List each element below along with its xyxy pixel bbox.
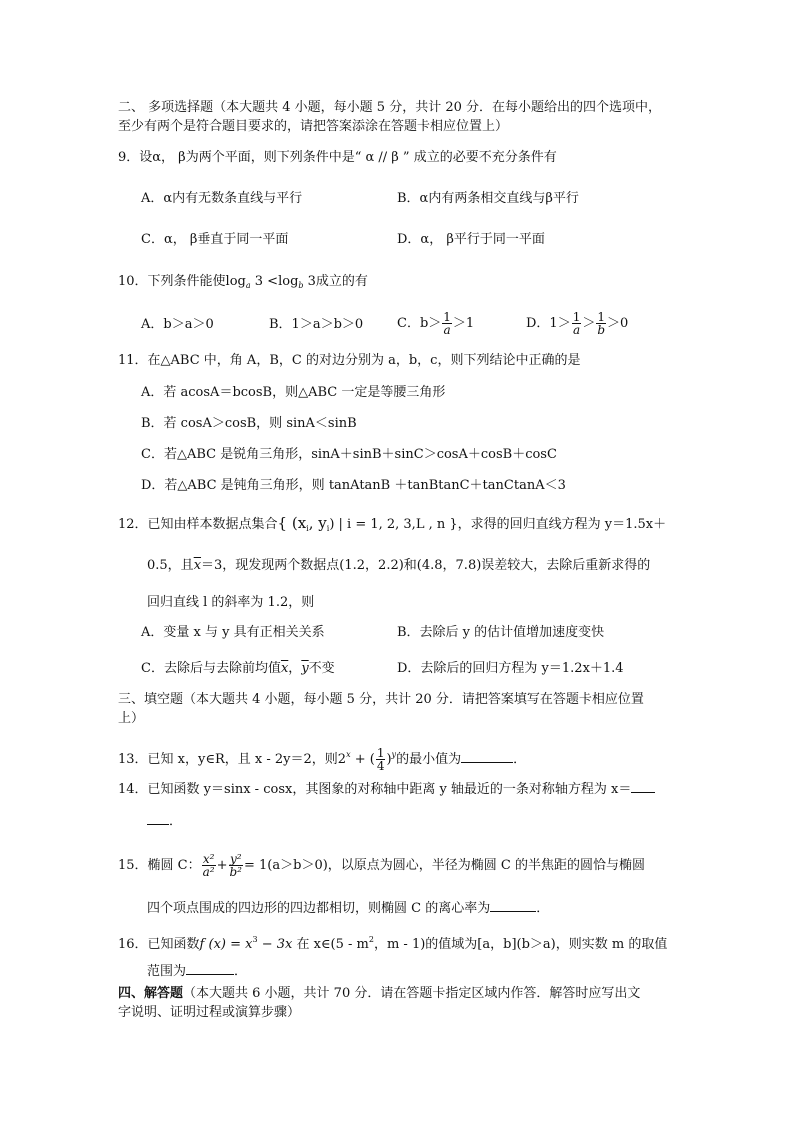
q15-post: ，以原点为圆心，半径为椭圆 C 的半焦距的圆恰与椭圆 xyxy=(327,858,646,873)
q11-option-a: A．若 acosA＝bcosB，则△ABC 一定是等腰三角形 xyxy=(141,385,446,400)
q10-option-b: B．1＞a＞b＞0 xyxy=(269,317,364,332)
q10-c-num: 1 xyxy=(443,310,451,324)
q12-c-post: 不变 xyxy=(308,661,335,676)
q15-l2-text: 四个项点围成的四边形的四边都相切，则椭圆 C 的离心率为 xyxy=(147,901,491,916)
q10-c-fraction xyxy=(442,311,452,336)
q12-set-open: { (x xyxy=(277,514,307,532)
q16-end: ． xyxy=(234,964,248,979)
q9-option-a: A．α内有无数条直线与平行 xyxy=(141,191,303,206)
q15-den-b: b² xyxy=(229,865,242,879)
q12-line2 xyxy=(147,557,650,575)
q10-c-den: a xyxy=(443,323,451,337)
q10-mid: 3 < xyxy=(250,274,279,289)
q13-pre: 13．已知 x，y∈R，且 x - 2y＝2，则 xyxy=(118,752,338,767)
q13 xyxy=(118,737,526,778)
q15-fraction-x xyxy=(202,853,216,878)
q12-c-ybar: $\overline{y}$ xyxy=(301,661,309,676)
section3-line2: 上） xyxy=(118,711,145,726)
q10-d-mid: ＞ xyxy=(582,316,596,331)
section2-line2: 至少有两个是符合题目要求的，请把答案添涂在答题卡相应位置上） xyxy=(118,119,509,134)
q12-set-sub2: i xyxy=(326,524,330,533)
q10-option-a: A．b＞a＞0 xyxy=(141,317,214,332)
q10-d-pre: D．1＞ xyxy=(526,316,571,331)
q13-plus: + ( xyxy=(350,752,375,767)
q16-cube: 3 xyxy=(252,935,258,944)
q12-c-mid: ， xyxy=(288,661,302,676)
q15-den-a: a² xyxy=(202,865,215,879)
q10-c-post: ＞1 xyxy=(452,316,475,331)
section3-line1: 三、填空题（本大题共 4 小题，每小题 5 分，共计 20 分．请把答案填写在答题卡相应位置 xyxy=(118,692,644,707)
q16-func: f (x) = x xyxy=(199,937,253,952)
q15-line2 xyxy=(147,899,549,918)
q12-line3: 回归直线 l 的斜率为 1.2，则 xyxy=(147,595,315,610)
q10-stem xyxy=(118,273,368,295)
q13-exp-y: y xyxy=(391,750,397,759)
q12-option-c xyxy=(141,660,335,678)
q12-l2-pre: 0.5，且 xyxy=(147,558,194,573)
q15-plus: + xyxy=(216,858,228,873)
q12-set-sub1: i xyxy=(306,524,309,533)
q10-log1-base: a xyxy=(245,281,251,290)
q14-text: 14．已知函数 y＝sinx - cosx，其图象的对称轴中距离 y 轴最近的一条对称轴方程为 x＝ xyxy=(118,782,632,797)
q13-den: 4 xyxy=(376,759,385,773)
q16-pre: 16．已知函数 xyxy=(118,937,200,952)
section4-title: 四、解答题 xyxy=(118,986,184,1001)
section4-line1-rest: （本大题共 6 小题，共计 70 分．请在答题卡指定区域内作答．解答时应写出文 xyxy=(183,986,641,1001)
q11-stem: 11．在△ABC 中，角 A，B，C 的对边分别为 a，b，c，则下列结论中正确的是 xyxy=(118,353,581,368)
q10-option-c xyxy=(397,306,474,342)
q12-c-xbar: $\overline{x}$ xyxy=(280,661,289,676)
q10-d-den1: a xyxy=(572,323,581,337)
q10-d-post: ＞0 xyxy=(607,316,629,331)
q10-c-pre: C．b＞ xyxy=(397,316,442,331)
q15-pre: 15．椭圆 C： xyxy=(118,858,201,873)
q16-mid: 在 x∈(5 - m xyxy=(292,937,369,952)
q15-line1 xyxy=(118,846,645,886)
q9-option-d: D．α， β平行于同一平面 xyxy=(397,232,545,247)
q12-line1 xyxy=(118,514,666,538)
q13-base: 2 xyxy=(337,752,347,767)
q10-d-den2: b xyxy=(597,323,606,337)
q13-end: ． xyxy=(513,752,527,767)
q10-log1: log xyxy=(225,274,246,289)
q14-answer-blank-1[interactable] xyxy=(631,780,655,793)
q12-option-a: A．变量 x 与 y 具有正相关关系 xyxy=(141,625,325,640)
q15-num-y: y² xyxy=(229,852,242,866)
q10-option-d xyxy=(526,306,628,342)
section4-line1 xyxy=(118,985,640,1003)
q15-eq: = 1(a＞b＞0) xyxy=(244,858,328,873)
q16-line1 xyxy=(118,931,667,954)
q10-log2-base: b xyxy=(298,281,304,290)
q9-option-c: C．α， β垂直于同一平面 xyxy=(141,232,289,247)
q13-exp-x: x xyxy=(346,750,351,759)
q12-l2-post: ＝3，现发现两个数据点(1.2，2.2)和(4.8，7.8)误差较大，去除后重新求得的 xyxy=(201,558,651,573)
q14-line2 xyxy=(147,812,182,831)
q9-stem: 9．设α， β为两个平面，则下列条件中是“ α // β ” 成立的必要不充分条件有 xyxy=(118,150,557,165)
q12-option-d: D．去除后的回归方程为 y＝1.2x＋1.4 xyxy=(397,661,624,676)
q14-answer-blank-2[interactable] xyxy=(147,812,169,825)
q15-answer-blank[interactable] xyxy=(490,899,536,912)
q11-option-d: D．若△ABC 是钝角三角形，则 tanAtanB ＋tanBtanC＋tanCtanA＜3 xyxy=(141,478,566,493)
q15-fraction-y xyxy=(229,853,244,878)
q12-set-mid: , y xyxy=(308,514,327,532)
q10-prefix: 10．下列条件能使 xyxy=(118,274,226,289)
q16-post: ，m - 1)的值域为[a，b](b＞a)，则实数 m 的取值 xyxy=(373,937,668,952)
q15-end: ． xyxy=(536,901,550,916)
q10-tail: 3成立的有 xyxy=(303,274,368,289)
q16-func2: − 3x xyxy=(257,937,293,952)
q10-d-fraction1 xyxy=(572,311,582,336)
q13-answer-blank[interactable] xyxy=(461,750,513,763)
q12-set-close: ) | i = 1, 2, 3,L , n } xyxy=(329,517,458,532)
q12-option-b: B．去除后 y 的估计值增加速度变快 xyxy=(397,625,605,640)
q12-c-pre: C．去除后与去除前均值 xyxy=(141,661,281,676)
q11-option-c: C．若△ABC 是锐角三角形，sinA＋sinB＋sinC＞cosA＋cosB＋cosC xyxy=(141,447,557,462)
q10-d-num2: 1 xyxy=(597,310,606,324)
q9-option-b: B．α内有两条相交直线与β平行 xyxy=(397,191,579,206)
section2-line1: 二、 多项选择题（本大题共 4 小题，每小题 5 分，共计 20 分．在每小题给出的四个选项中， xyxy=(118,100,662,115)
q12-xbar: $\overline{x}$ xyxy=(193,558,202,573)
q13-num: 1 xyxy=(376,746,385,760)
q16-l2-text: 范围为 xyxy=(147,964,187,979)
q12-l1-pre: 12．已知由样本数据点集合 xyxy=(118,517,278,532)
q16-line2 xyxy=(147,962,247,981)
q14-end: ． xyxy=(169,814,183,829)
q13-close: ) xyxy=(386,752,392,767)
q11-option-b: B．若 cosA＞cosB，则 sinA＜sinB xyxy=(141,416,357,431)
q13-post: 的最小值为 xyxy=(396,752,462,767)
q15-num-x: x² xyxy=(202,852,215,866)
q14-line1 xyxy=(118,780,655,799)
q16-answer-blank[interactable] xyxy=(186,962,234,975)
q16-square: 2 xyxy=(368,935,374,944)
q10-log2: log xyxy=(278,274,299,289)
section4-line2: 字说明、证明过程或演算步骤） xyxy=(118,1005,301,1020)
q10-d-num1: 1 xyxy=(572,310,581,324)
q12-l1-post: ，求得的回归直线方程为 y＝1.5x＋ xyxy=(457,517,667,532)
q10-d-fraction2 xyxy=(596,311,606,336)
q13-fraction xyxy=(376,747,386,772)
